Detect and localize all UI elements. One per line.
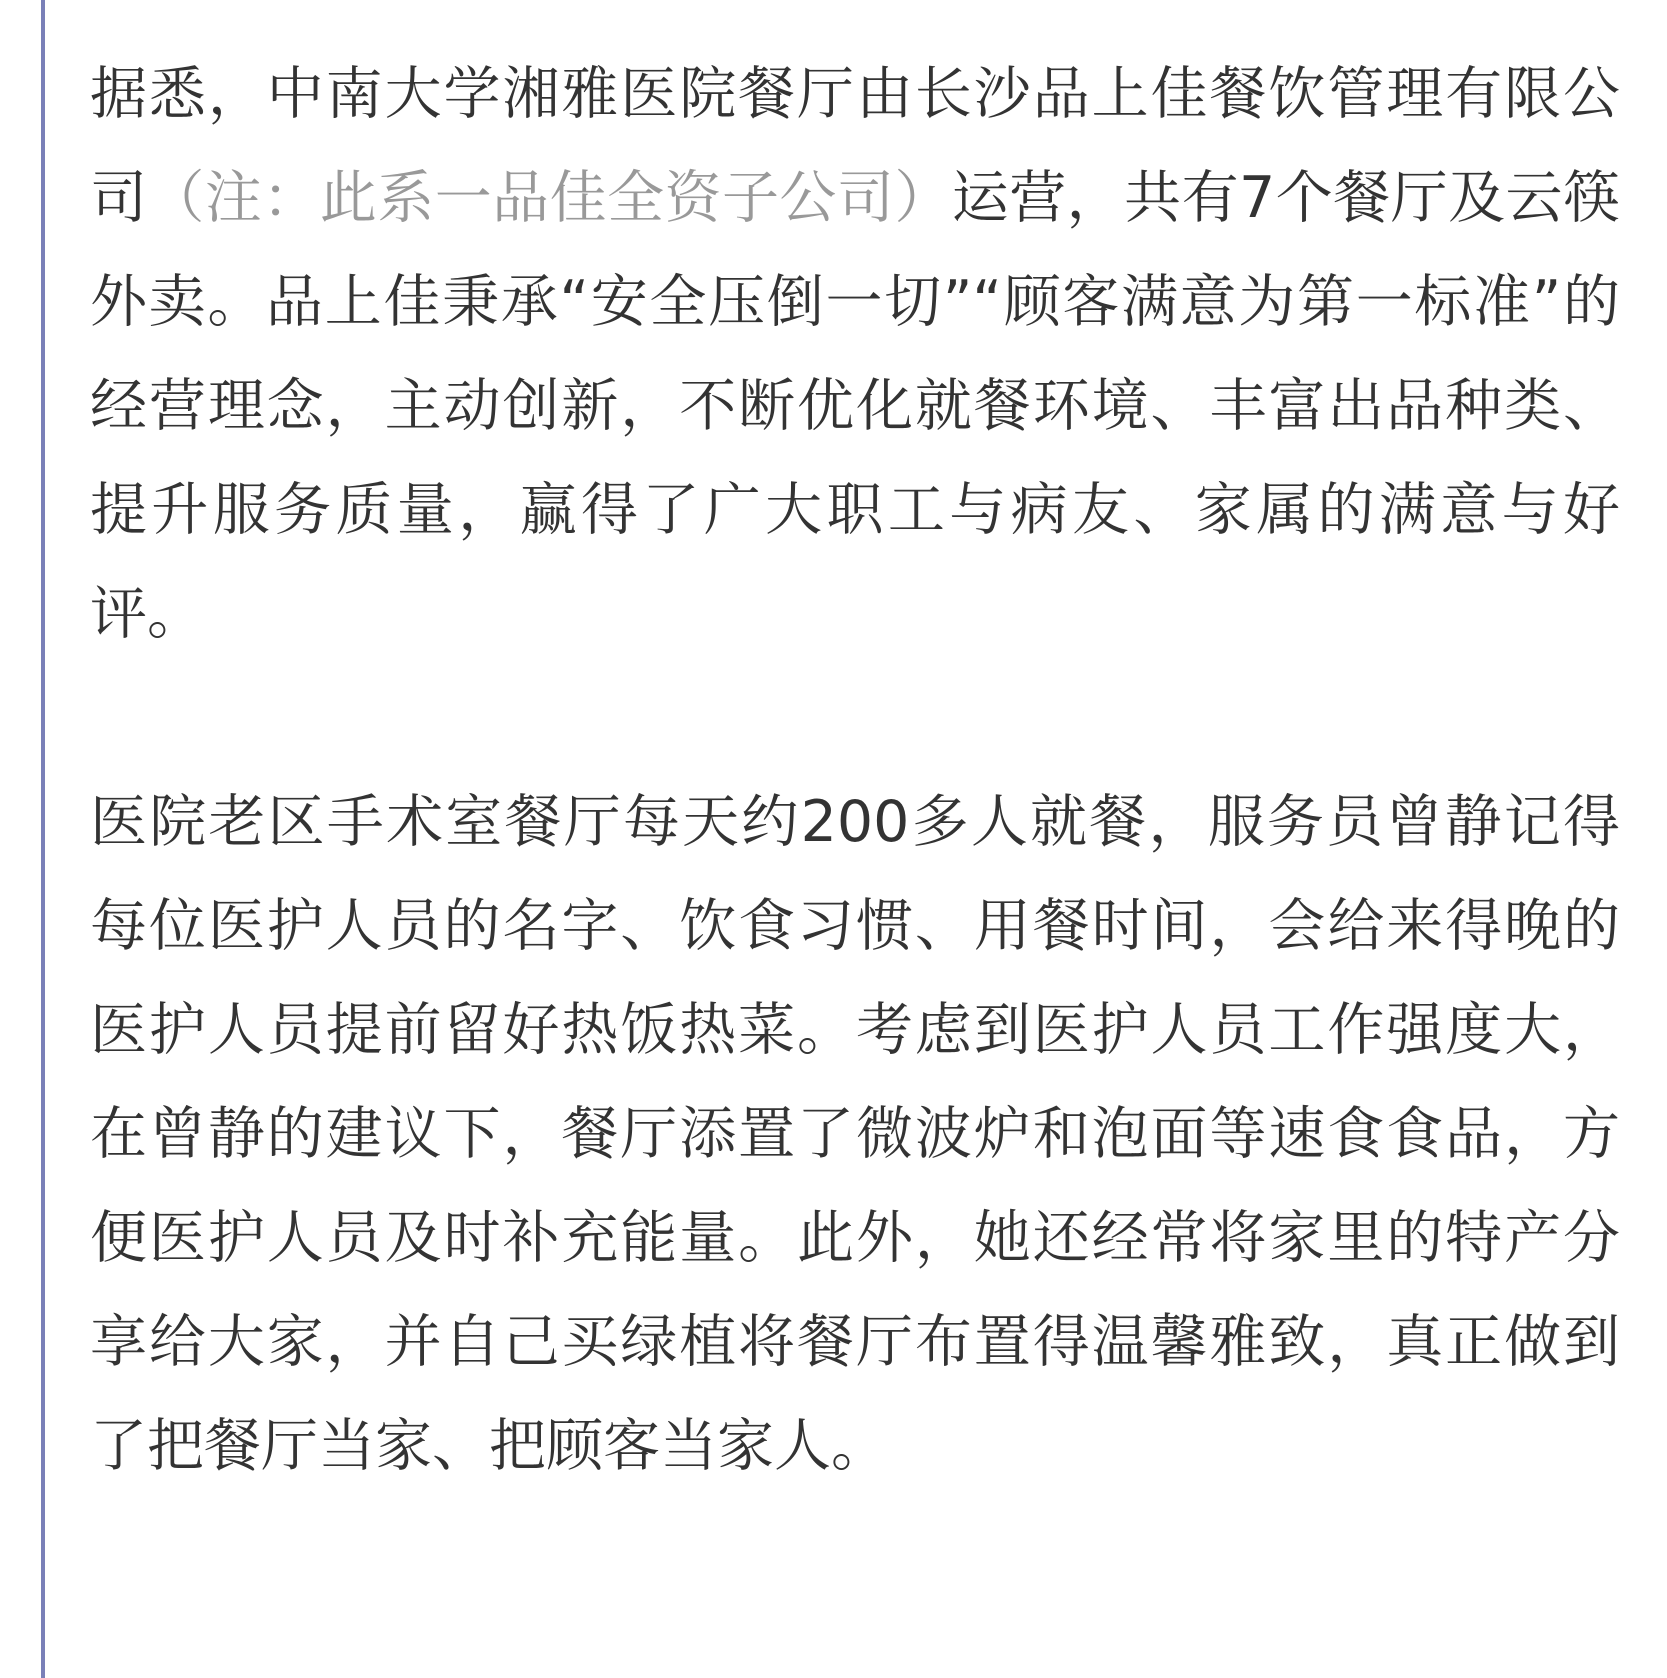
- paragraph-1-text-before: 据悉，中南大学湘雅医院餐厅由长沙品上佳餐饮管理有限公司: [90, 61, 1620, 231]
- paragraph-1-note: （注：此系一品佳全资子公司）: [147, 165, 952, 231]
- paragraph-2: 医院老区手术室餐厅每天约200多人就餐，服务员曾静记得每位医护人员的名字、饮食习惯、用餐时间，会给来得晚的医护人员提前留好热饭热菜。考虑到医护人员工作强度大，在曾静的建议下，餐厅添置了微波炉和泡面等速食食品，方便医护人员及时补充能量。此外，她还经常将家里的特产分享给大家，并自己买绿植将餐厅布置得温馨雅致，真正做到了把餐厅当家、把顾客当家人。: [90, 789, 1620, 1479]
- paragraph-1: [90, 42, 1620, 666]
- article-body: [90, 42, 1620, 1498]
- left-border-rule: [41, 0, 45, 1678]
- paragraph-1-text-after: 运营，共有7个餐厅及云筷外卖。品上佳秉承“安全压倒一切”“顾客满意为第一标准”的经营理念，主动创新，不断优化就餐环境、丰富出品种类、提升服务质量，赢得了广大职工与病友、家属的满意与好评。: [90, 165, 1621, 647]
